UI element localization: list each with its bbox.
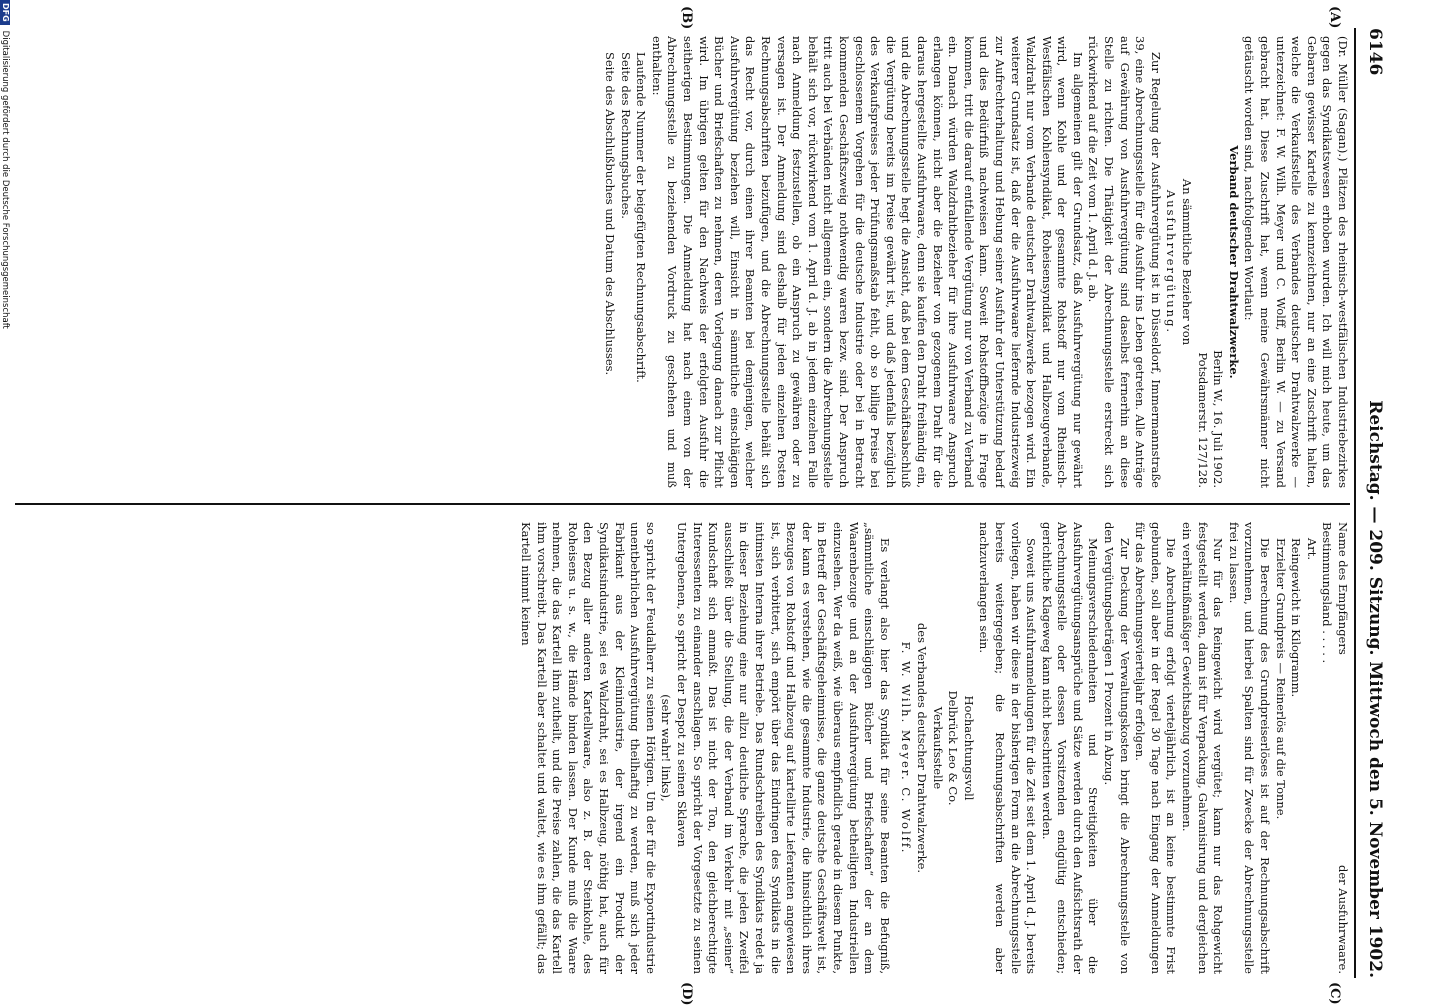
letter-signer: Verkaufsstelle bbox=[930, 706, 945, 790]
paragraph: Meinungsverschiedenheiten und Streitigkeiten über die Ausfuhrvergütungsansprüche und Sätze werden durch den Aufsichtsrath der Abrechnungsstelle oder dessen Vorsitzenden endgültig entschieden; gerichtliche Klageweg kann nicht beschritten werden. bbox=[1039, 522, 1101, 974]
interjection: (sehr wahr! links), bbox=[659, 694, 674, 802]
list-item: Erzielter Grundpreis — Reinerlös auf die Tonne. bbox=[1273, 538, 1288, 820]
letter-place-date: Berlin W., 16. Juli 1902. bbox=[1211, 350, 1226, 488]
footer-text: Digitalisierung gefördert durch die Deutsche Forschungsgemeinschaft bbox=[0, 30, 10, 329]
letter-signer: des Verbandes deutscher Drahtwalzwerke. bbox=[914, 622, 929, 874]
header-rule bbox=[1354, 28, 1356, 978]
paragraph: Im allgemeinen gilt der Grundsatz, daß Ausfuhrvergütung nur gewährt wird, wenn Kohle und der gesammte Rohstoff nur vom Rheinisch-Westfälischen Kohlensyndikat, Roheisensyndikat und Halbzeugverbande, Walzdraht nur vom Verbande deutscher Drahtwalzwerke bezogen wird. Ein weiterer Grundsatz ist, daß der die Ausfuhrwaare liefernde Industriezweig zur Aufrechterhaltung und Hebung seiner Ausfuhr der Unterstützung bedarf und dies Bedürfniß nachweisen kann. Soweit Rohstoffbezüge in Frage kommen, tritt die darauf entfallende Vergütung nur von Verband zu Verband ein. Danach würden Walzdrahtbezieher für ihre Ausfuhrwaare Anspruch erlangen können, nicht aber die Bezieher von gezogenem Draht für die daraus hergestellte Ausfuhrwaare, denn sie kaufen den Draht freihändig ein, und die Abrechnungsstelle hegt die Ansicht, daß bei dem Geschäftsabschluß die Vergütung bereits im Preise gewährt ist, und daß jedenfalls bezüglich des Verkaufspreises jeder Prüfungsmaßstab fehlt, ob so billige Preise bei geschlossenem Vorgehen für die deutsche Industrie oder bei in Betracht kommenden Geschäftszweig nothwendig waren bezw. sind. Der Anspruch tritt auch bei Verbänden nicht allgemein ein, sondern die Abrechnungsstelle behält sich vor, rückwirkend vom 1. April d. J. ab in jedem einzelnen Falle nach Anmeldung festzustellen, ob ein Anspruch zu gewähren oder zu versagen ist. Der Anmeldung sind deshalb für jeden einzelnen Posten Rechnungsabschriften beizufügen, und die Abrechnungsstelle behält sich das Recht vor, durch einen ihrer Beamten bei demjenigen, welcher Ausfuhrvergütung beziehen will, Einsicht in sämmtliche einschlägigen Bücher und Briefschaften zu nehmen, deren Vorlegung danach zur Pflicht wird. Im übrigen gelten für den Nachweis der erfolgten Ausfuhr die seitherigen Bestimmungen. Die Anmeldung hat nach einem von der Abrechnungsstelle zu beziehenden Vordruck zu geschehen und muß enthalten: bbox=[649, 36, 1085, 488]
footer bbox=[0, 0, 10, 1000]
letter-signer: Delbrück Leo & Co. bbox=[946, 690, 961, 806]
left-column bbox=[15, 36, 1350, 488]
list-item-label: Name des Empfängers bbox=[1336, 522, 1350, 655]
margin-letter-a: (A) bbox=[1327, 6, 1342, 29]
page-header bbox=[1360, 28, 1390, 978]
column-divider bbox=[15, 503, 1350, 505]
letter-recipients: An sämmtliche Bezieher von bbox=[1180, 178, 1195, 346]
paragraph: Die Berechnung des Grundpreiserlöses ist auf der Rechnungsabschrift vorzunehmen, und hierbei Spalten sind für Zwecke der Abrechnungsstelle frei zu lassen. bbox=[1226, 522, 1273, 974]
list-item: Reingewicht in Kilogramm. bbox=[1289, 538, 1304, 698]
letter-address: Potsdamerstr. 127/128. bbox=[1195, 352, 1210, 488]
margin-letter-c: (C) bbox=[1327, 982, 1342, 1005]
list-item: Art. bbox=[1304, 538, 1319, 561]
paragraph: so spricht der Feudalherr zu seinen Hörigen. Um der für die Exportindustrie unentbehrlichen Ausfuhrvergütung theilhaftig zu werden, muß sich jeder Fabrikant aus der Kleinindustrie, der irgend ein Produkt der Syndikatsindustrie, sei es Walzdraht, sei es Halbzeug, nöthig hat, auch für den Bezug aller anderen Kartellwaare, also z. B. der Steinkohle, des Roheisens u. s. w., die Hände binden lassen. Der Kunde muß die Waare nehmen, die das Kartell ihm zutheilt, und die Preise zahlen, die das Kartell ihm vorschreibt. Das Kartell aber schaltet und waltet, wie es ihm gefällt; das Kartell nimmt keinen bbox=[519, 522, 658, 974]
list-item: Bestimmungsland . . . . . bbox=[1320, 522, 1335, 664]
margin-letter-b: (B) bbox=[679, 6, 694, 30]
paragraph: Es verlangt also hier das Syndikat für seine Beamten die Befugniß, „sämmtliche einschlägigen Bücher und Briefschaften“ der an dem Waarenbezuge und an der Ausfuhrvergütung betheiligten Industriellen einzusehen. Wer da weiß, wie überaus empfindlich gerade in diesem Punkte, in Betreff der Geschäftsgeheimnisse, die ganze deutsche Geschäftswelt ist, der kann es verstehen, wie die gesammte Industrie, die hinsichtlich ihres Bezuges von Rohstoff und Halbzeug auf kartellirte Lieferanten angewiesen ist, sich verbittert, sich empört über das Eindringen des Syndikats in die intimsten Interna ihrer Betriebe. Das Rundschreiben des Syndikats redet ja in dieser Beziehung eine nur allzu deutliche Sprache, die jeden Zweifel ausschließt über die Stellung, die der Verband im Verkehr mit „seiner“ Kundschaft sich anmaßt. Das ist nicht der Ton, den gleichberechtigte Interessenten zu einander anschlagen. So spricht der Vorgesetzte zu seinen Untergebenen, so spricht der Despot zu seinen Sklaven bbox=[675, 522, 892, 974]
paragraph: Soweit uns Ausfuhranmeldungen für die Zeit seit dem 1. April d. J. bereits vorliegen, haben wir diese in der bisherigen Form an die Abrechnungsstelle bereits weitergegeben; die Rechnungsabschriften werden aber nachzuverlangen sein. bbox=[977, 522, 1039, 974]
letter-signer: F. W. Wilh. Meyer. C. Wolff. bbox=[899, 641, 914, 855]
paragraph: Die Abrechnung erfolgt vierteljährlich, ist an keine bestimmte Frist gebunden, soll aber in der Regel 30 Tage nach Eingang der Anmeldungen für das Abrechnungsvierteljahr erfolgen. bbox=[1133, 522, 1179, 974]
page-number: 6146 bbox=[1365, 28, 1385, 76]
margin-letter-d: (D) bbox=[679, 982, 694, 1006]
list-item: Seite des Rechnungsbuches. bbox=[618, 52, 633, 219]
letter-org: Verband deutscher Drahtwalzwerke. bbox=[1226, 145, 1241, 379]
dfg-logo: DFG bbox=[0, 0, 10, 25]
running-title: Reichstag. — 209. Sitzung. Mittwoch den 5. November 1902. bbox=[1365, 400, 1385, 978]
paragraph: (Dr. Müller (Sagan).) Plätzen des rheinisch-westfälischen Industriebezirkes gegen das Syndikatswesen erhoben wurden. Ich will mich heute, um das Gebaren gewisser Kartelle zu kennzeichnen, nur an eine Zuschrift halten, welche die Verkaufsstelle des Verbandes deutscher Drahtwalzwerke — unterzeichnet: F. W. Wilh. Meyer und C. Wolff, Berlin W. — zu Versand gebracht hat. Diese Zuschrift hat, wenn meine Gewährsmänner nicht getäuscht worden sind, nachfolgenden Wortlaut: bbox=[1242, 36, 1350, 488]
paragraph: Nur für das Reingewicht wird vergütet; kann nur das Rohgewicht festgestellt werden, dann ist für Verpackung, Galvanisirung und dergleichen ein verhältnißmäßiger Gewichtsabzug vorzunehmen. bbox=[1180, 522, 1226, 974]
paragraph: Zur Regelung der Ausfuhrvergütung ist in Düsseldorf, Immermannstraße 39, eine Abrechnungsstelle für die Ausfuhr ins Leben getreten. Alle Anträge auf Gewährung von Ausfuhrvergütung sind daselbst fernerhin an diese Stelle zu richten. Die Thätigkeit der Abrechnungsstelle erstreckt sich rückwirkend auf die Zeit vom 1. April d. J. ab. bbox=[1086, 36, 1163, 488]
letter-subject: Ausfuhrvergütung. bbox=[1164, 189, 1179, 335]
paragraph: Zur Deckung der Verwaltungskosten bringt die Abrechnungsstelle von den Vergütungsbeträgen 1 Prozent in Abzug. bbox=[1102, 522, 1132, 974]
list-item-bracket: der Ausfuhrwaare. bbox=[1336, 864, 1350, 974]
letter-closing: Hochachtungsvoll bbox=[961, 695, 976, 801]
right-column bbox=[15, 522, 1350, 974]
list-item: Seite des Abschlußbuches und Datum des Abschlusses. bbox=[603, 52, 618, 376]
list-item: Laufende Nummer der beigefügten Rechnungsabschrift. bbox=[634, 52, 649, 383]
list-item bbox=[1334, 522, 1350, 974]
